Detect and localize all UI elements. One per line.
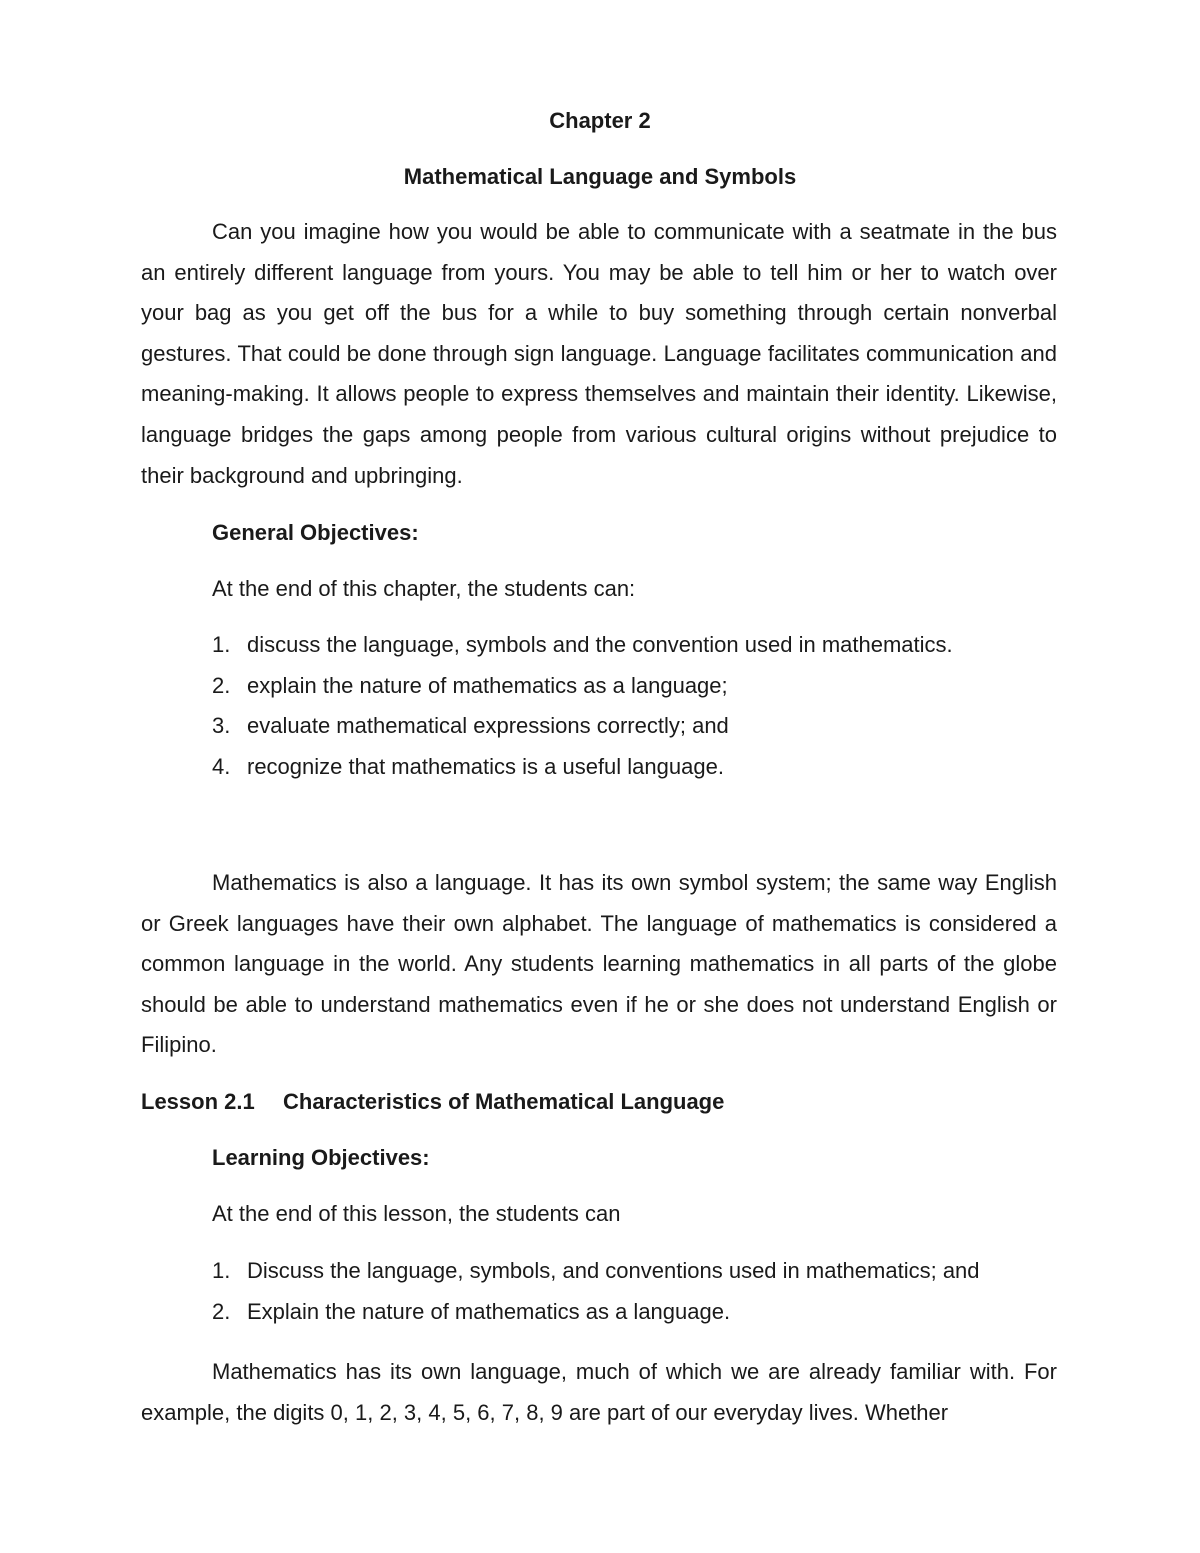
list-item-text: discuss the language, symbols and the convention used in mathematics. xyxy=(247,632,953,657)
list-item xyxy=(212,1292,1072,1333)
list-item xyxy=(212,706,1072,747)
lesson-number: Lesson 2.1 xyxy=(141,1089,255,1114)
list-item-text: evaluate mathematical expressions correctly; and xyxy=(247,713,729,738)
general-objectives-list xyxy=(212,625,1072,787)
general-objectives-lead: At the end of this chapter, the students can: xyxy=(212,576,636,601)
lesson-title: Characteristics of Mathematical Language xyxy=(283,1089,725,1114)
closing-paragraph: Mathematics has its own language, much of which we are already familiar with. For example, the digits 0, 1, 2, 3, 4, 5, 6, 7, 8, 9 are part of our everyday lives. Whether xyxy=(141,1359,1057,1425)
list-item-text: explain the nature of mathematics as a language; xyxy=(247,672,728,698)
list-item-number: 1. xyxy=(212,632,231,657)
lesson-heading xyxy=(141,1089,724,1115)
list-item xyxy=(212,1251,1072,1292)
list-item xyxy=(212,747,1072,788)
list-item-number: 2. xyxy=(212,1298,231,1324)
intro-paragraph: Can you imagine how you would be able to communicate with a seatmate in the bus an entirely different language from yours. You may be able to tell him or her to watch over your bag as you get off the bus for a while to buy something through certain nonverbal gestures. That could be done through sign language. Language facilitates communication and meaning-making. It allows people to express themselves and maintain their identity. Likewise, language bridges the gaps among people from various cultural origins without prejudice to their background and upbringing. xyxy=(141,219,1057,488)
list-item xyxy=(212,625,1072,666)
math-language-paragraph: Mathematics is also a language. It has its own symbol system; the same way English or Greek languages have their own alphabet. The language of mathematics is considered a common language in the world. Any students learning mathematics in all parts of the globe should be able to understand mathematics even if he or she does not understand English or Filipino. xyxy=(141,870,1057,1058)
chapter-title: Mathematical Language and Symbols xyxy=(403,164,797,189)
list-item xyxy=(212,666,1072,707)
list-item-number: 2. xyxy=(212,672,231,698)
list-item-text: recognize that mathematics is a useful language. xyxy=(247,753,724,779)
chapter-label: Chapter 2 xyxy=(549,108,651,133)
learning-objectives-lead: At the end of this lesson, the students can xyxy=(212,1201,621,1226)
list-item-number: 3. xyxy=(212,713,231,738)
general-objectives-heading: General Objectives: xyxy=(212,520,419,545)
list-item-number: 4. xyxy=(212,753,231,779)
learning-objectives-heading: Learning Objectives: xyxy=(212,1145,430,1170)
list-item-number: 1. xyxy=(212,1258,231,1283)
list-item-text: Discuss the language, symbols, and conventions used in mathematics; and xyxy=(247,1258,980,1283)
list-item-text: Explain the nature of mathematics as a language. xyxy=(247,1298,731,1324)
learning-objectives-list xyxy=(212,1251,1072,1332)
